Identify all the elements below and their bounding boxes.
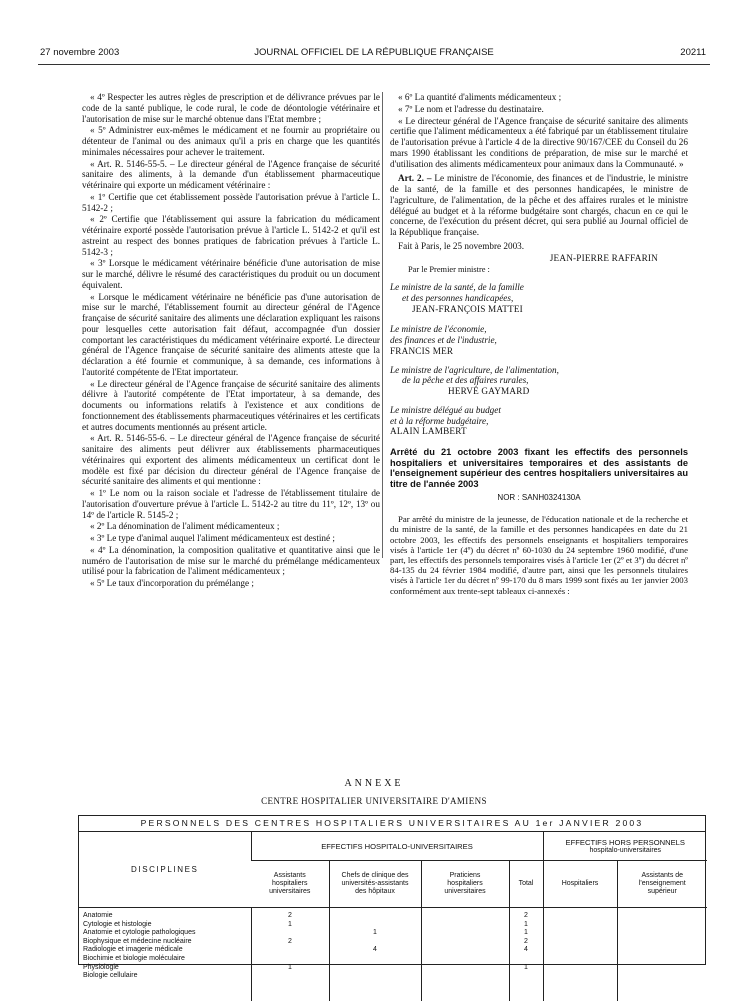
value-cell (617, 938, 707, 947)
signature-prime-minister: JEAN-PIERRE RAFFARIN (549, 252, 658, 263)
paragraph: « Art. R. 5146-55-5. – Le directeur général de l'Agence française de sécurité sanitaire des aliments, à la demande d'un établissement pharmaceutique vétérinaire qui exporte un médicament vétérinaire : (82, 158, 380, 190)
value-cell (421, 964, 509, 973)
value-cell (543, 929, 617, 938)
header-page-number: 20211 (680, 47, 706, 58)
value-cell (251, 972, 329, 981)
value-cell: 4 (329, 946, 421, 955)
value-cell (617, 921, 707, 930)
value-cell (421, 938, 509, 947)
group-header-hors-line1: EFFECTIFS HORS PERSONNELS (565, 838, 685, 847)
signature-budget-name: ALAIN LAMBERT (390, 426, 467, 437)
table-row (79, 972, 707, 981)
value-cell: 1 (329, 929, 421, 938)
paragraph: « Le directeur général de l'Agence française de sécurité sanitaire des aliments certifie que l'aliment médicamenteux a été fabriqué par un établissement titulaire de l'autorisation prévue à l'article 4 de la directive 90/167/CEE du Conseil du 26 mars 1990 établissant les conditions de préparation, de mise sur le marché et d'utilisation des aliments médicamenteux pour animaux dans la Communauté. » (390, 115, 688, 169)
spacer-cell (509, 981, 543, 1001)
paragraph: « 2º Certifie que l'établissement qui assure la fabrication du médicament vétérinaire exporté possède l'autorisation prévue à l'article L. 5142-2 et qu'il est astreint au respect des bonnes pratiques de fabrication prévues à l'article L. 5142-3 ; (82, 214, 380, 257)
value-cell (421, 921, 509, 930)
table-row (79, 929, 707, 938)
value-cell (421, 955, 509, 964)
value-cell (421, 946, 509, 955)
value-cell (509, 972, 543, 981)
value-cell (251, 929, 329, 938)
header-rule (38, 64, 710, 65)
par-le-premier-ministre: Par le Premier ministre : (408, 265, 490, 275)
annexe-subtitle: CENTRE HOSPITALIER UNIVERSITAIRE D'AMIENS (261, 796, 487, 806)
discipline-cell: Anatomie et cytologie pathologiques (83, 929, 196, 937)
value-cell (543, 938, 617, 947)
group-header-hors-line2: hospitalo-universitaires (589, 847, 662, 854)
value-cell: 2 (509, 938, 543, 947)
article-2-label: Art. 2. – (398, 173, 432, 184)
paragraph: « 7º Le nom et l'adresse du destinataire. (398, 103, 544, 114)
value-cell (329, 908, 421, 921)
value-cell (329, 964, 421, 973)
signature-agriculture-name: HERVÉ GAYMARD (448, 386, 530, 396)
value-cell: 1 (251, 921, 329, 930)
group-header-hospitalo: EFFECTIFS HOSPITALO-UNIVERSITAIRES (251, 832, 543, 861)
value-cell: 1 (251, 964, 329, 973)
signature-economie-name: FRANCIS MER (390, 345, 454, 356)
paragraph: « 4º Respecter les autres règles de prescription et de délivrance prévues par le code de la santé publique, le code rural, le code de déontologie vétérinaire et l'autorisation de mise sur le marché obtenue dans l'Etat membre ; (82, 92, 380, 124)
right-column (390, 92, 688, 597)
value-cell (617, 929, 707, 938)
table-spacer-row (79, 981, 707, 1001)
value-cell (543, 972, 617, 981)
table-row (79, 908, 707, 921)
value-cell: 4 (509, 946, 543, 955)
discipline-cell: Biochimie et biologie moléculaire (83, 954, 185, 962)
value-cell (617, 946, 707, 955)
value-cell (543, 955, 617, 964)
value-cell (251, 955, 329, 964)
arrete-title: Arrêté du 21 octobre 2003 fixant les effectifs des personnels hospitaliers et universitaires temporaires et des assistants de l'enseignement supérieur des centres hospitaliers universitaires au titre de l'année 2003 (390, 447, 688, 489)
paragraph: « 1º Le nom ou la raison sociale et l'adresse de l'établissement titulaire de l'autorisation d'ouverture prévue à l'article L. 5142-2 au titre du 11º, 12º, 13º ou 14º de l'article R. 5145-2 ; (82, 488, 380, 520)
table-row (79, 964, 707, 973)
col-header: Assistants de l'enseignement supérieur (617, 861, 707, 908)
table-main-header: PERSONNELS DES CENTRES HOSPITALIERS UNIVERSITAIRES AU 1er JANVIER 2003 (79, 816, 705, 832)
col-header: Assistants hospitaliers universitaires (251, 861, 329, 908)
discipline-cell: Cytologie et histologie (83, 920, 152, 928)
value-cell: 2 (509, 908, 543, 921)
value-cell (543, 908, 617, 921)
paragraph: « Lorsque le médicament vétérinaire ne bénéficie pas d'une autorisation de mise sur le marché, l'établissement fournit au directeur général de l'Agence française de sécurité sanitaire des aliments une déclaration expliquant les raisons pour lesquelles cette autorisation fait défaut, accompagnée d'un dossier comportant les caractéristiques du médicament vétérinaire exporté. Le directeur général de l'Agence française de sécurité sanitaire des aliments atteste que la déclaration a été fournie et communique, à sa demande, ces informations à l'autorité compétente de l'Etat importateur. (82, 291, 380, 377)
value-cell (329, 955, 421, 964)
table-row (79, 921, 707, 930)
value-cell: 1 (509, 964, 543, 973)
discipline-cell: Physiologie (83, 963, 119, 971)
value-cell (617, 955, 707, 964)
value-cell: 2 (251, 908, 329, 921)
value-cell (329, 921, 421, 930)
signature-economie-title: des finances et de l'industrie, (390, 335, 497, 345)
discipline-cell: Radiologie et imagerie médicale (83, 946, 183, 954)
paragraph: « 5º Administrer eux-mêmes le médicament et ne fournir au propriétaire ou détenteur de l'animal ou des animaux qu'il a pris en charge que les quantités minimales nécessaires pour achever le traitement. (82, 125, 380, 157)
signature-sante-title: et des personnes handicapées, (402, 292, 514, 303)
signature-budget-title: et à la réforme budgétaire, (390, 415, 489, 426)
paragraph: « 5º Le taux d'incorporation du prémélange ; (90, 578, 254, 588)
left-column (82, 92, 380, 590)
value-cell (617, 972, 707, 981)
signature-budget-title: Le ministre délégué au budget (390, 404, 501, 415)
signature-sante-title: Le ministre de la santé, de la famille (390, 282, 524, 292)
discipline-cell: Biophysique et médecine nucléaire (83, 937, 192, 945)
paragraph: « 3º Le type d'animal auquel l'aliment médicamenteux est destiné ; (90, 533, 335, 543)
table-grid (79, 832, 707, 1001)
table-row (79, 946, 707, 955)
signature-agriculture-title: Le ministre de l'agriculture, de l'alimentation, (390, 364, 559, 375)
annexe-title: ANNEXE (344, 778, 404, 789)
column-separator (382, 92, 383, 558)
spacer-cell (617, 981, 707, 1001)
spacer-cell (79, 981, 251, 1001)
group-header-hors (543, 832, 707, 861)
table-row (79, 955, 707, 964)
article-2-text: Le ministre de l'économie, des finances et de l'industrie, le ministre de la santé, de la famille et des personnes handicapées, le ministre de l'agriculture, de l'alimentation, de la pêche et des affaires rurales et le ministre délégué au budget et à la réforme budgétaire sont chargés, chacun en ce qui le concerne, de l'exécution du présent décret, qui sera publié au Journal officiel de la République française. (390, 173, 688, 237)
value-cell: 1 (509, 929, 543, 938)
signature-agriculture-title: de la pêche et des affaires rurales, (402, 375, 529, 386)
spacer-cell (421, 981, 509, 1001)
spacer-cell (251, 981, 329, 1001)
personnel-table (78, 815, 706, 980)
value-cell (421, 908, 509, 921)
value-cell (617, 964, 707, 973)
value-cell (329, 938, 421, 947)
value-cell (251, 946, 329, 955)
spacer-cell (329, 981, 421, 1001)
paragraph: « 3º Lorsque le médicament vétérinaire bénéficie d'une autorisation de mise sur le marché, délivre le résumé des caractéristiques du produit ou un document équivalent. (82, 258, 380, 290)
col-header: Praticiens hospitaliers universitaires (421, 861, 509, 908)
discipline-cell: Biologie cellulaire (83, 972, 138, 980)
arrete-body: Par arrêté du ministre de la jeunesse, de l'éducation nationale et de la recherche et du ministre de la santé, de la famille et des personnes handicapées en date du 21 octobre 2003, les effectifs des personnels enseignants et hospitaliers temporaires visés à l'article 1er (4º) du décret nº 60-1030 du 24 septembre 1960 modifié, d'une part, les effectifs des personnels temporaires visés à l'article 1er (2º et 3º) du décret nº 84-135 du 24 février 1984 modifié, d'autre part, ainsi que les personnels titulaires visés à l'article 1er du décret nº 99-170 du 8 mars 1999 sont fixés au 1er janvier 2003 conformément aux trente-sept tableaux ci-annexés : (390, 514, 688, 596)
header-journal-title: JOURNAL OFFICIEL DE LA RÉPUBLIQUE FRANÇAISE (254, 47, 494, 58)
header-date: 27 novembre 2003 (40, 47, 120, 58)
value-cell (329, 972, 421, 981)
paragraph: « 4º La dénomination, la composition qualitative et quantitative ainsi que le numéro de l'autorisation de mise sur le marché du prémélange médicamenteux utilisé pour la fabrication de l'aliment médicamenteux ; (82, 544, 380, 577)
paragraph: « Art. R. 5146-55-6. – Le directeur général de l'Agence française de sécurité sanitaire des aliments peut délivrer aux établissements pharmaceutiques vétérinaires qui exportent des aliments médicamenteux un certificat dont le modèle est fixé par décision du directeur général de l'Agence française de sécurité sanitaire des aliments et qui mentionne : (82, 433, 380, 487)
spacer-cell (543, 981, 617, 1001)
value-cell (543, 964, 617, 973)
col-header: Total (509, 861, 543, 908)
paragraph: « 6º La quantité d'aliments médicamenteux ; (398, 92, 562, 102)
paragraph: « 2º La dénomination de l'aliment médicamenteux ; (90, 521, 280, 532)
value-cell (421, 929, 509, 938)
value-cell: 2 (251, 938, 329, 947)
col-header: Chefs de clinique des universités-assistants des hôpitaux (329, 861, 421, 908)
fait-a-paris: Fait à Paris, le 25 novembre 2003. (398, 240, 525, 251)
value-cell (543, 946, 617, 955)
disciplines-header: DISCIPLINES (79, 832, 251, 908)
table-row (79, 938, 707, 947)
value-cell (543, 921, 617, 930)
value-cell (421, 972, 509, 981)
value-cell (617, 908, 707, 921)
paragraph: « Le directeur général de l'Agence française de sécurité sanitaire des aliments délivre à l'autorité compétente de l'Etat importateur, à sa demande, des documents ou informations relatifs à l'existence et aux conditions de fonctionnement des établissements pharmaceutiques vétérinaires et les certificats et autres documents mentionnés au présent article. (82, 378, 380, 432)
signature-economie-title: Le ministre de l'économie, (390, 324, 487, 335)
signature-sante-name: JEAN-FRANÇOIS MATTEI (412, 303, 523, 314)
paragraph: « 1º Certifie que cet établissement possède l'autorisation prévue à l'article L. 5142-2 ; (82, 191, 380, 213)
discipline-cell: Anatomie (83, 912, 113, 919)
value-cell (509, 955, 543, 964)
article-2 (390, 173, 688, 238)
col-header: Hospitaliers (543, 861, 617, 908)
nor-reference: NOR : SANH0324130A (497, 493, 581, 503)
value-cell: 1 (509, 921, 543, 930)
